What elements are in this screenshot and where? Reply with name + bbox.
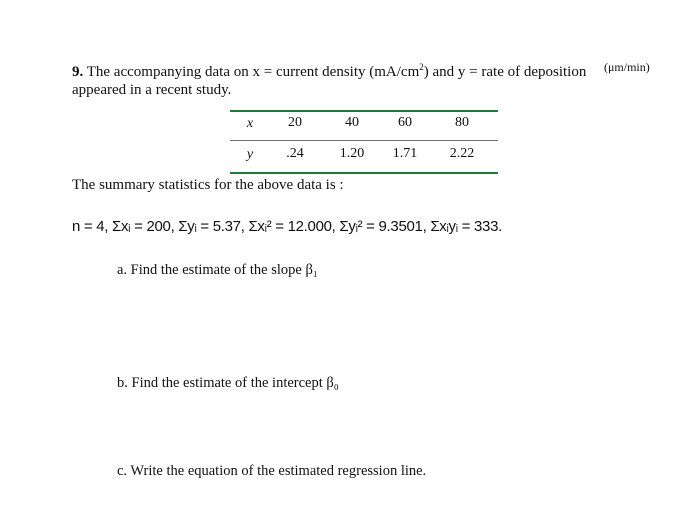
x-value-cell: 80 <box>455 115 469 130</box>
question-number: 9. <box>72 64 84 80</box>
y-row-label: y <box>246 147 254 162</box>
table-bottom-rule <box>230 172 498 174</box>
x-value-cell: 60 <box>398 115 412 130</box>
part-a: a. Find the estimate of the slope β₁ <box>117 262 318 278</box>
question-text-line2: appeared in a recent study. <box>72 82 232 98</box>
deposition-unit-label: (μm/min) <box>604 60 650 74</box>
x-value-cell: 40 <box>345 115 359 130</box>
x-row-label: x <box>246 116 254 131</box>
summary-intro: The summary statistics for the above data is : <box>72 177 344 193</box>
part-c: c. Write the equation of the estimated regression line. <box>117 463 427 479</box>
question-text-main: The accompanying data on x = current density (mA/cm <box>86 64 420 80</box>
summary-statistics: n = 4, Σxᵢ = 200, Σyᵢ = 5.37, Σxᵢ² = 12.000, Σyᵢ² = 9.3501, Σxᵢyᵢ = 333. <box>72 218 503 235</box>
part-b: b. Find the estimate of the intercept β₀ <box>117 375 339 391</box>
y-value-cell: 1.71 <box>392 146 418 161</box>
y-value-cell: 1.20 <box>339 146 365 161</box>
x-value-cell: 20 <box>288 115 302 130</box>
question-text-rest: ) and y = rate of deposition <box>423 64 587 80</box>
table-middle-rule <box>230 140 498 141</box>
question-statement <box>72 62 586 81</box>
y-value-cell: .24 <box>286 146 304 161</box>
unit-superscript: 2 <box>419 62 424 72</box>
table-top-rule <box>230 110 498 112</box>
y-value-cell: 2.22 <box>449 146 475 161</box>
